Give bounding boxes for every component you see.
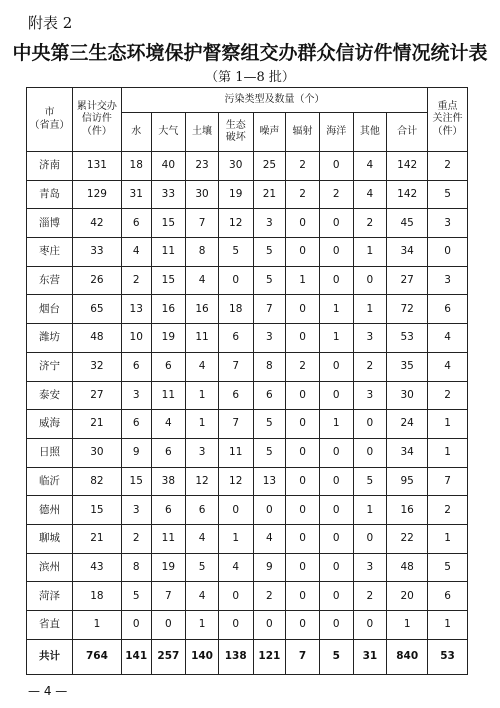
count-cell: 7 <box>253 295 286 324</box>
count-cell: 3 <box>353 553 387 582</box>
header-type: 合计 <box>387 113 428 152</box>
count-cell: 6 <box>121 209 151 238</box>
count-cell: 5 <box>319 639 353 674</box>
count-cell: 0 <box>319 524 353 553</box>
key-focus-cell: 6 <box>428 582 468 611</box>
cumulative-cell: 42 <box>72 209 121 238</box>
count-cell: 18 <box>121 152 151 181</box>
table-row <box>27 611 468 640</box>
count-cell: 31 <box>353 639 387 674</box>
count-cell: 1 <box>186 611 219 640</box>
count-cell: 11 <box>151 238 186 267</box>
header-type: 生态 破坏 <box>218 113 253 152</box>
count-cell: 30 <box>218 152 253 181</box>
cumulative-cell: 32 <box>72 352 121 381</box>
count-cell: 5 <box>121 582 151 611</box>
table-row <box>27 438 468 467</box>
city-cell: 共计 <box>27 639 73 674</box>
count-cell: 2 <box>286 180 320 209</box>
count-cell: 3 <box>253 209 286 238</box>
table-row <box>27 410 468 439</box>
header-type: 海洋 <box>319 113 353 152</box>
count-cell: 0 <box>286 582 320 611</box>
count-cell: 0 <box>353 611 387 640</box>
count-cell: 6 <box>218 381 253 410</box>
table-body <box>27 152 468 675</box>
count-cell: 6 <box>121 352 151 381</box>
statistics-table <box>26 87 468 675</box>
count-cell: 6 <box>186 496 219 525</box>
count-cell: 0 <box>319 582 353 611</box>
header-type: 噪声 <box>253 113 286 152</box>
count-cell: 0 <box>286 295 320 324</box>
count-cell: 5 <box>253 410 286 439</box>
count-cell: 5 <box>218 238 253 267</box>
count-cell: 12 <box>218 467 253 496</box>
count-cell: 6 <box>151 496 186 525</box>
cumulative-cell: 18 <box>72 582 121 611</box>
cumulative-cell: 1 <box>72 611 121 640</box>
cumulative-cell: 21 <box>72 410 121 439</box>
city-cell: 聊城 <box>27 524 73 553</box>
header-cumulative: 累计交办 信访件 （件） <box>72 88 121 152</box>
count-cell: 0 <box>319 352 353 381</box>
count-cell: 7 <box>186 209 219 238</box>
count-cell: 15 <box>121 467 151 496</box>
count-cell: 0 <box>286 438 320 467</box>
count-cell: 0 <box>218 582 253 611</box>
cumulative-cell: 129 <box>72 180 121 209</box>
key-focus-cell: 6 <box>428 295 468 324</box>
table-row <box>27 266 468 295</box>
header-type: 大气 <box>151 113 186 152</box>
city-cell: 泰安 <box>27 381 73 410</box>
key-focus-cell: 2 <box>428 381 468 410</box>
count-cell: 6 <box>151 438 186 467</box>
header-type: 其他 <box>353 113 387 152</box>
count-cell: 2 <box>121 524 151 553</box>
key-focus-cell: 4 <box>428 324 468 353</box>
count-cell: 30 <box>387 381 428 410</box>
count-cell: 2 <box>253 582 286 611</box>
count-cell: 2 <box>319 180 353 209</box>
count-cell: 1 <box>319 295 353 324</box>
count-cell: 5 <box>186 553 219 582</box>
count-cell: 0 <box>319 611 353 640</box>
count-cell: 48 <box>387 553 428 582</box>
count-cell: 257 <box>151 639 186 674</box>
count-cell: 0 <box>253 496 286 525</box>
count-cell: 7 <box>218 352 253 381</box>
count-cell: 0 <box>253 611 286 640</box>
count-cell: 7 <box>151 582 186 611</box>
count-cell: 11 <box>151 381 186 410</box>
count-cell: 5 <box>253 238 286 267</box>
count-cell: 1 <box>186 410 219 439</box>
count-cell: 6 <box>253 381 286 410</box>
city-cell: 德州 <box>27 496 73 525</box>
count-cell: 35 <box>387 352 428 381</box>
count-cell: 4 <box>253 524 286 553</box>
count-cell: 4 <box>353 152 387 181</box>
table-row <box>27 180 468 209</box>
count-cell: 2 <box>353 352 387 381</box>
city-cell: 威海 <box>27 410 73 439</box>
cumulative-cell: 27 <box>72 381 121 410</box>
key-focus-cell: 1 <box>428 438 468 467</box>
count-cell: 0 <box>319 209 353 238</box>
key-focus-cell: 4 <box>428 352 468 381</box>
count-cell: 2 <box>121 266 151 295</box>
count-cell: 38 <box>151 467 186 496</box>
count-cell: 3 <box>121 381 151 410</box>
count-cell: 0 <box>286 524 320 553</box>
cumulative-cell: 131 <box>72 152 121 181</box>
key-focus-cell: 1 <box>428 410 468 439</box>
key-focus-cell: 3 <box>428 266 468 295</box>
count-cell: 4 <box>121 238 151 267</box>
count-cell: 13 <box>121 295 151 324</box>
cumulative-cell: 15 <box>72 496 121 525</box>
count-cell: 16 <box>151 295 186 324</box>
count-cell: 12 <box>186 467 219 496</box>
count-cell: 0 <box>353 438 387 467</box>
count-cell: 22 <box>387 524 428 553</box>
count-cell: 0 <box>121 611 151 640</box>
count-cell: 20 <box>387 582 428 611</box>
count-cell: 0 <box>286 553 320 582</box>
count-cell: 95 <box>387 467 428 496</box>
count-cell: 1 <box>186 381 219 410</box>
count-cell: 5 <box>253 266 286 295</box>
page-number: — 4 — <box>28 684 68 698</box>
count-cell: 24 <box>387 410 428 439</box>
count-cell: 141 <box>121 639 151 674</box>
count-cell: 3 <box>353 381 387 410</box>
count-cell: 11 <box>218 438 253 467</box>
city-cell: 东营 <box>27 266 73 295</box>
table-total-row <box>27 639 468 674</box>
count-cell: 30 <box>186 180 219 209</box>
count-cell: 11 <box>151 524 186 553</box>
cumulative-cell: 21 <box>72 524 121 553</box>
count-cell: 16 <box>186 295 219 324</box>
count-cell: 142 <box>387 152 428 181</box>
key-focus-cell: 3 <box>428 209 468 238</box>
key-focus-cell: 1 <box>428 611 468 640</box>
count-cell: 0 <box>286 209 320 238</box>
count-cell: 0 <box>353 524 387 553</box>
count-cell: 5 <box>253 438 286 467</box>
count-cell: 2 <box>353 209 387 238</box>
header-type: 辐射 <box>286 113 320 152</box>
city-cell: 临沂 <box>27 467 73 496</box>
city-cell: 烟台 <box>27 295 73 324</box>
count-cell: 4 <box>186 266 219 295</box>
count-cell: 2 <box>286 352 320 381</box>
key-focus-cell: 0 <box>428 238 468 267</box>
cumulative-cell: 30 <box>72 438 121 467</box>
cumulative-cell: 43 <box>72 553 121 582</box>
count-cell: 1 <box>286 266 320 295</box>
count-cell: 140 <box>186 639 219 674</box>
count-cell: 33 <box>151 180 186 209</box>
city-cell: 滨州 <box>27 553 73 582</box>
count-cell: 0 <box>319 381 353 410</box>
count-cell: 21 <box>253 180 286 209</box>
cumulative-cell: 82 <box>72 467 121 496</box>
count-cell: 1 <box>319 410 353 439</box>
count-cell: 0 <box>319 238 353 267</box>
count-cell: 0 <box>319 553 353 582</box>
header-pollution-group: 污染类型及数量（个） <box>121 88 427 113</box>
count-cell: 12 <box>218 209 253 238</box>
count-cell: 13 <box>253 467 286 496</box>
count-cell: 3 <box>186 438 219 467</box>
table-row <box>27 209 468 238</box>
count-cell: 0 <box>218 496 253 525</box>
key-focus-cell: 5 <box>428 180 468 209</box>
city-cell: 潍坊 <box>27 324 73 353</box>
table-row <box>27 352 468 381</box>
count-cell: 0 <box>319 438 353 467</box>
count-cell: 34 <box>387 438 428 467</box>
count-cell: 0 <box>218 266 253 295</box>
count-cell: 0 <box>218 611 253 640</box>
city-cell: 菏泽 <box>27 582 73 611</box>
count-cell: 31 <box>121 180 151 209</box>
table-row <box>27 295 468 324</box>
count-cell: 0 <box>151 611 186 640</box>
count-cell: 15 <box>151 266 186 295</box>
count-cell: 0 <box>286 496 320 525</box>
count-cell: 53 <box>387 324 428 353</box>
header-type: 水 <box>121 113 151 152</box>
count-cell: 1 <box>319 324 353 353</box>
cumulative-cell: 48 <box>72 324 121 353</box>
count-cell: 6 <box>121 410 151 439</box>
count-cell: 4 <box>353 180 387 209</box>
count-cell: 7 <box>286 639 320 674</box>
count-cell: 2 <box>286 152 320 181</box>
count-cell: 6 <box>218 324 253 353</box>
count-cell: 0 <box>286 467 320 496</box>
count-cell: 2 <box>353 582 387 611</box>
count-cell: 121 <box>253 639 286 674</box>
table-row <box>27 553 468 582</box>
header-city: 市 （省直） <box>27 88 73 152</box>
annex-label: 附表 2 <box>28 14 73 32</box>
table-row <box>27 152 468 181</box>
header-key-focus: 重点 关注件 （件） <box>428 88 468 152</box>
count-cell: 1 <box>353 295 387 324</box>
count-cell: 11 <box>186 324 219 353</box>
count-cell: 0 <box>319 266 353 295</box>
city-cell: 省直 <box>27 611 73 640</box>
count-cell: 3 <box>121 496 151 525</box>
key-focus-cell: 1 <box>428 524 468 553</box>
count-cell: 7 <box>218 410 253 439</box>
count-cell: 4 <box>186 524 219 553</box>
count-cell: 9 <box>253 553 286 582</box>
key-focus-cell: 2 <box>428 496 468 525</box>
table-row <box>27 496 468 525</box>
count-cell: 840 <box>387 639 428 674</box>
count-cell: 15 <box>151 209 186 238</box>
count-cell: 45 <box>387 209 428 238</box>
key-focus-cell: 7 <box>428 467 468 496</box>
count-cell: 34 <box>387 238 428 267</box>
count-cell: 138 <box>218 639 253 674</box>
count-cell: 6 <box>151 352 186 381</box>
count-cell: 4 <box>151 410 186 439</box>
count-cell: 5 <box>353 467 387 496</box>
count-cell: 0 <box>319 152 353 181</box>
count-cell: 9 <box>121 438 151 467</box>
count-cell: 1 <box>353 496 387 525</box>
count-cell: 0 <box>319 496 353 525</box>
count-cell: 0 <box>353 410 387 439</box>
count-cell: 0 <box>286 410 320 439</box>
city-cell: 枣庄 <box>27 238 73 267</box>
table-row <box>27 467 468 496</box>
count-cell: 25 <box>253 152 286 181</box>
count-cell: 3 <box>253 324 286 353</box>
count-cell: 0 <box>286 324 320 353</box>
count-cell: 0 <box>286 611 320 640</box>
count-cell: 72 <box>387 295 428 324</box>
table-row <box>27 324 468 353</box>
count-cell: 19 <box>218 180 253 209</box>
count-cell: 4 <box>218 553 253 582</box>
count-cell: 27 <box>387 266 428 295</box>
header-type: 土壤 <box>186 113 219 152</box>
count-cell: 10 <box>121 324 151 353</box>
count-cell: 19 <box>151 553 186 582</box>
count-cell: 0 <box>286 238 320 267</box>
table-row <box>27 238 468 267</box>
key-focus-cell: 53 <box>428 639 468 674</box>
count-cell: 3 <box>353 324 387 353</box>
count-cell: 0 <box>286 381 320 410</box>
city-cell: 青岛 <box>27 180 73 209</box>
count-cell: 8 <box>121 553 151 582</box>
count-cell: 18 <box>218 295 253 324</box>
count-cell: 23 <box>186 152 219 181</box>
count-cell: 0 <box>353 266 387 295</box>
count-cell: 4 <box>186 582 219 611</box>
page-title: 中央第三生态环境保护督察组交办群众信访件情况统计表 <box>12 42 488 64</box>
count-cell: 16 <box>387 496 428 525</box>
count-cell: 1 <box>218 524 253 553</box>
count-cell: 1 <box>353 238 387 267</box>
city-cell: 淄博 <box>27 209 73 238</box>
count-cell: 8 <box>186 238 219 267</box>
cumulative-cell: 33 <box>72 238 121 267</box>
count-cell: 0 <box>319 467 353 496</box>
count-cell: 40 <box>151 152 186 181</box>
cumulative-cell: 65 <box>72 295 121 324</box>
key-focus-cell: 2 <box>428 152 468 181</box>
count-cell: 4 <box>186 352 219 381</box>
count-cell: 142 <box>387 180 428 209</box>
count-cell: 19 <box>151 324 186 353</box>
city-cell: 日照 <box>27 438 73 467</box>
key-focus-cell: 5 <box>428 553 468 582</box>
page-subtitle: （第 1—8 批） <box>205 70 295 85</box>
table-row <box>27 582 468 611</box>
table-row <box>27 524 468 553</box>
count-cell: 1 <box>387 611 428 640</box>
city-cell: 济南 <box>27 152 73 181</box>
cumulative-cell: 26 <box>72 266 121 295</box>
city-cell: 济宁 <box>27 352 73 381</box>
cumulative-cell: 764 <box>72 639 121 674</box>
table-row <box>27 381 468 410</box>
count-cell: 8 <box>253 352 286 381</box>
